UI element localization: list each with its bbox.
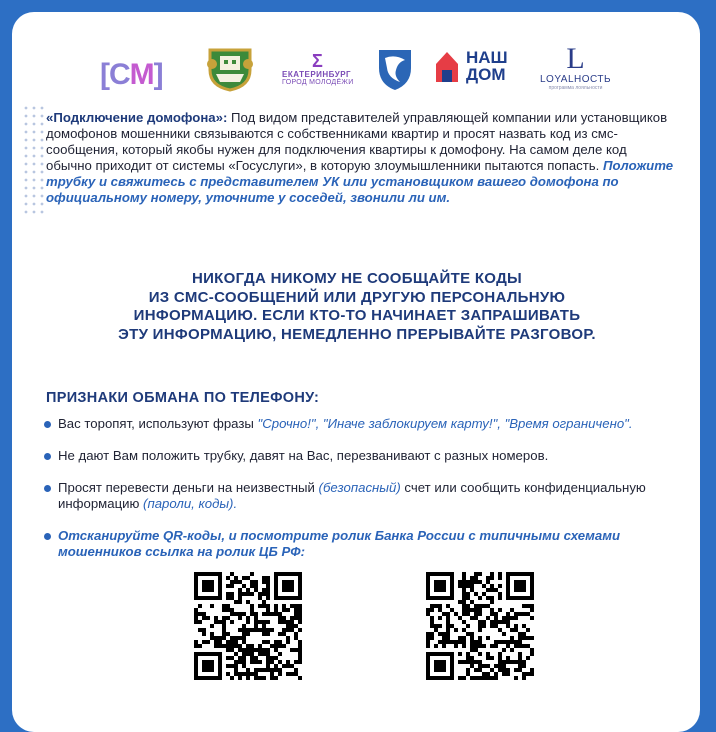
bullet-icon — [44, 533, 51, 540]
house-icon — [434, 48, 460, 84]
list-item: Отсканируйте QR-коды, и посмотрите ролик Банка России с типичными схемами мошенников ссылка на ролик ЦБ РФ: — [42, 528, 682, 560]
sm-logo: [С М ] — [100, 58, 163, 91]
signs-list — [42, 416, 682, 560]
loyalnost-logo: L LOYALНОСТЬ программа лояльности — [540, 42, 612, 91]
qr-code-1[interactable] — [194, 572, 302, 680]
bullet-icon — [44, 421, 51, 428]
list-item: Просят перевести деньги на неизвестный (безопасный) счет или сообщить конфиденциальную информацию (пароли, коды). — [42, 480, 682, 512]
warning-block: НИКОГДА НИКОМУ НЕ СООБЩАЙТЕ КОДЫ ИЗ СМС-СООБЩЕНИЙ ИЛИ ДРУГУЮ ПЕРСОНАЛЬНУЮ ИНФОРМАЦИЮ. ЕСЛИ КТО-ТО НАЧИНАЕТ ЗАПРАШИВАТЬ ЭТУ ИНФОРМАЦИЮ, НЕМЕДЛЕННО ПРЕРЫВАЙТЕ РАЗГОВОР. — [118, 270, 596, 343]
nash-dom-logo: НАШ ДОМ — [434, 48, 508, 84]
partner-logos — [12, 42, 700, 106]
content-card — [12, 12, 700, 732]
qr-code-2[interactable] — [426, 572, 534, 680]
list-item: Не дают Вам положить трубку, давят на Вас, перезванивают с разных номеров. — [42, 448, 682, 464]
shield-icon — [376, 46, 414, 92]
coat-of-arms-icon — [206, 44, 254, 92]
signs-title: ПРИЗНАКИ ОБМАНА ПО ТЕЛЕФОНУ: — [46, 390, 320, 406]
bullet-icon — [44, 485, 51, 492]
list-item: Вас торопят, используют фразы "Срочно!", "Иначе заблокируем карту!", "Время ограничено". — [42, 416, 682, 432]
ekb-logo: Ʃ ЕКАТЕРИНБУРГ ГОРОД МОЛОДЁЖИ — [282, 51, 354, 86]
intercom-scam-paragraph: «Подключение домофона»: Под видом представителей управляющей компании или установщиков домофонов мошенники связываются с собственниками квартир и просят назвать код из смс-сообщения, который якобы нужен для подключения квартиры к домофону. На самом деле код обычно приходит от системы «Госуслуги», в которую злоумышленники пытаются попасть. Положите трубку и свяжитесь с представителем УК или установщиком вашего домофона по официальному номеру, уточните у соседей, звонили ли им. — [46, 110, 674, 205]
bullet-icon — [44, 453, 51, 460]
